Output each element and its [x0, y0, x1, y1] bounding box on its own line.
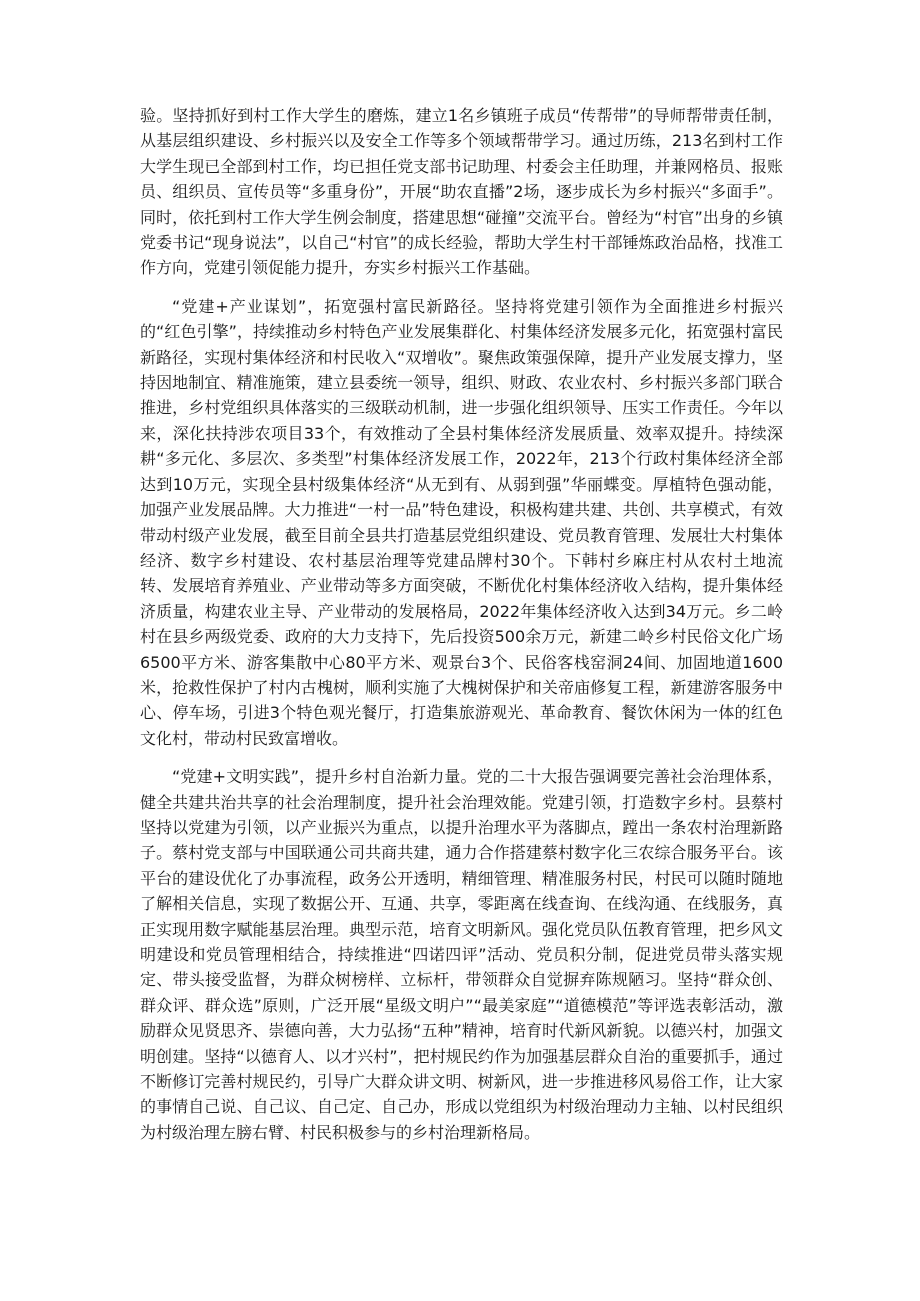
paragraph-2: “党建+产业谋划”，拓宽强村富民新路径。坚持将党建引领作为全面推进乡村振兴的“红色引擎”，持续推动乡村特色产业发展集群化、村集体经济发展多元化，拓宽强村富民新路径，实现村集体经济和村民收入“双增收”。聚焦政策强保障，提升产业发展支撑力，坚持因地制宜、精准施策，建立县委统一领导，组织、财政、农业农村、乡村振兴多部门联合推进，乡村党组织具体落实的三级联动机制，进一步强化组织领导、压实工作责任。今年以来，深化扶持涉农项目33个，有效推动了全县村集体经济发展质量、效率双提升。持续深耕“多元化、多层次、多类型”村集体经济发展工作，2022年，213个行政村集体经济全部达到10万元，实现全县村级集体经济“从无到有、从弱到强”华丽蝶变。厚植特色强动能，加强产业发展品牌。大力推进“一村一品”特色建设，积极构建共建、共创、共享模式，有效带动村级产业发展，截至目前全县共打造基层党组织建设、党员教育管理、发展壮大村集体经济、数字乡村建设、农村基层治理等党建品牌村30个。下韩村乡麻庄村从农村土地流转、发展培育养殖业、产业带动等多方面突破，不断优化村集体经济收入结构，提升集体经济质量，构建农业主导、产业带动的发展格局，2022年集体经济收入达到34万元。乡二岭村在县乡两级党委、政府的大力支持下，先后投资500余万元，新建二岭乡村民俗文化广场6500平方米、游客集散中心80平方米、观景台3个、民俗客栈窑洞24间、加固地道1600米，抢救性保护了村内古槐树，顺利实施了大槐树保护和关帝庙修复工程，新建游客服务中心、停车场，引进3个特色观光餐厅，打造集旅游观光、革命教育、餐饮休闲为一体的红色文化村，带动村民致富增收。 [140, 296, 783, 748]
paragraph-1: 验。坚持抓好到村工作大学生的磨炼，建立1名乡镇班子成员“传帮带”的导师帮带责任制，从基层组织建设、乡村振兴以及安全工作等多个领域帮带学习。通过历练，213名到村工作大学生现已全部到村工作，均已担任党支部书记助理、村委会主任助理，并兼网格员、报账员、组织员、宣传员等“多重身份”，开展“助农直播”2场，逐步成长为乡村振兴“多面手”。同时，依托到村工作大学生例会制度，搭建思想“碰撞”交流平台。曾经为“村官”出身的乡镇党委书记“现身说法”，以自己“村官”的成长经验，帮助大学生村干部锤炼政治品格，找准工作方向，党建引领促能力提升，夯实乡村振兴工作基础。 [140, 106, 783, 278]
paragraph-3: “党建+文明实践”，提升乡村自治新力量。党的二十大报告强调要完善社会治理体系，健全共建共治共享的社会治理制度，提升社会治理效能。党建引领，打造数字乡村。县蔡村坚持以党建为引领，以产业振兴为重点，以提升治理水平为落脚点，蹚出一条农村治理新路子。蔡村党支部与中国联通公司共商共建，通力合作搭建蔡村数字化三农综合服务平台。该平台的建设优化了办事流程，政务公开透明，精细管理、精准服务村民，村民可以随时随地了解相关信息，实现了数据公开、互通、共享，零距离在线查询、在线沟通、在线服务，真正实现用数字赋能基层治理。典型示范，培育文明新风。强化党员队伍教育管理，把乡风文明建设和党员管理相结合，持续推进“四诺四评”活动、党员积分制，促进党员带头落实规定、带头接受监督，为群众树榜样、立标杆，带领群众自觉摒弃陈规陋习。坚持“群众创、群众评、群众选”原则，广泛开展“星级文明户”“最美家庭”“道德模范”等评选表彰活动，激励群众见贤思齐、崇德向善，大力弘扬“五种”精神，培育时代新风新貌。以德兴村，加强文明创建。坚持“以德育人、以才兴村”，把村规民约作为加强基层群众自治的重要抓手，通过不断修订完善村规民约，引导广大群众讲文明、树新风，进一步推进移风易俗工作，让大家的事情自己说、自己议、自己定、自己办，形成以党组织为村级治理动力主轴、以村民组织为村级治理左膀右臂、村民积极参与的乡村治理新格局。 [140, 767, 783, 1142]
document-page [140, 103, 783, 1158]
